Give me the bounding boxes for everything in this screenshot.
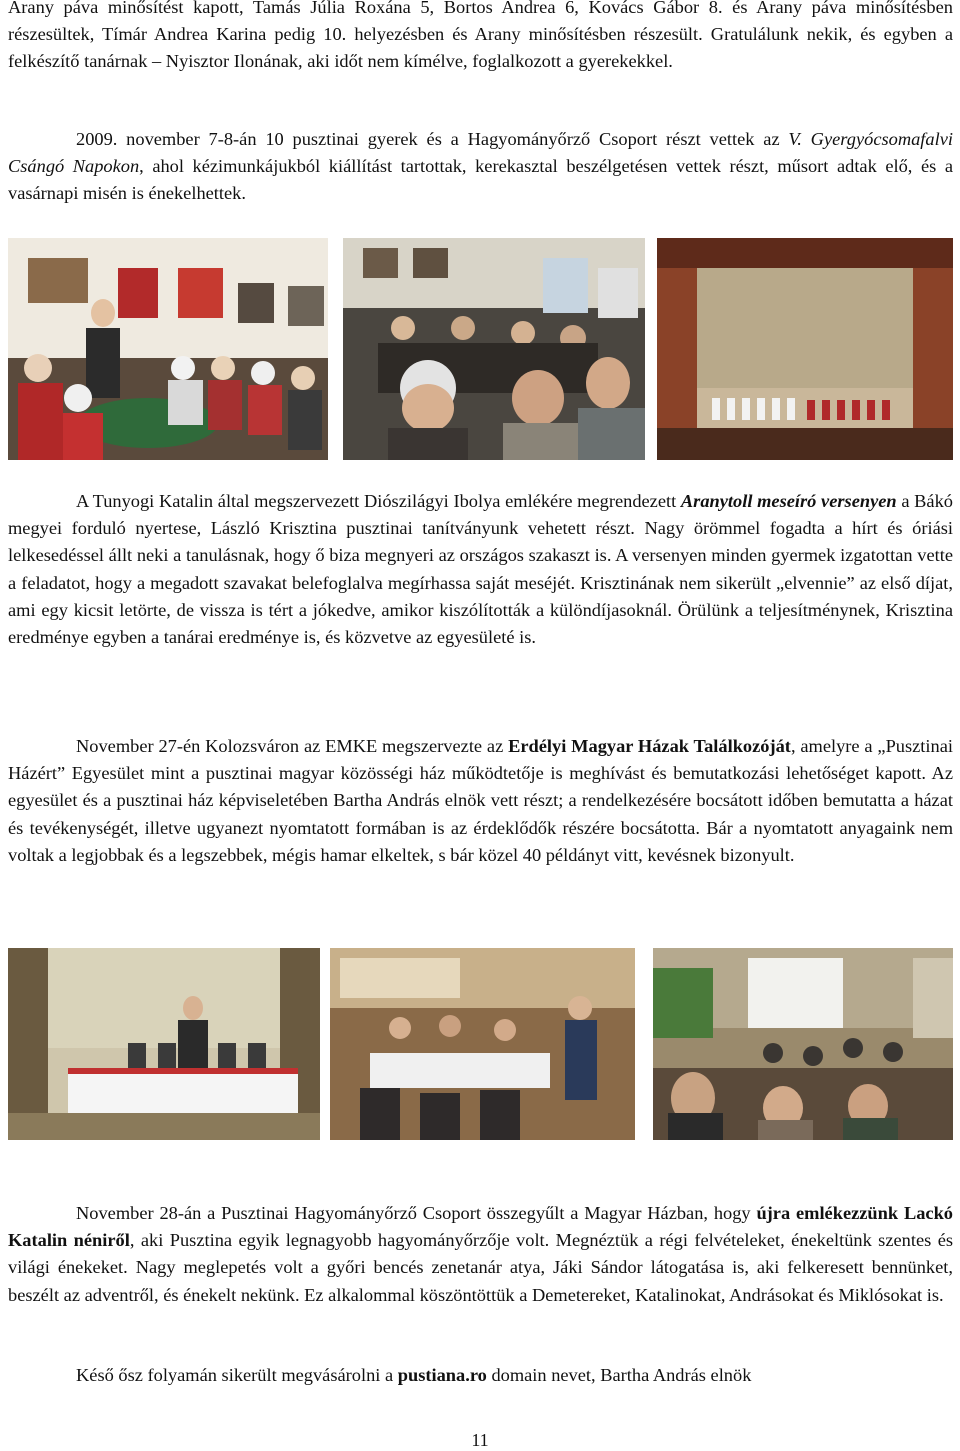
page-number: 11 bbox=[471, 1430, 489, 1450]
paragraph-emke-text-b: , amelyre a „Pusztinai Házért” Egyesület mint a pusztinai magyar közösségi ház működtetője is meghívást és bemutatkozási lehetőséget kapott. Az egyesület és a pusztinai ház képviseletében Bartha András elnök vett részt; a rendelkezésére bocsátott időben bemutatta a házat és tevékenységét, illetve ugyanezt nyomtatott formában is az érdeklődők részére bocsátotta. Bár a nyomtatott anyagaink nem voltak a legjobbak és a legszebbek, mégis hamar elkeltek, s bár közel 40 példányt vitt, kevésnek bizonyult. bbox=[8, 736, 953, 865]
photo-stage-performance bbox=[657, 238, 953, 460]
event-name-aranytoll: Aranytoll meseíró versenyen bbox=[680, 491, 897, 511]
event-name-magyar-hazak: Erdélyi Magyar Házak Találkozóját bbox=[508, 736, 791, 756]
paragraph-lacko-katalin-text-b: , aki Pusztina egyik legnagyobb hagyományőrzője volt. Megnéztük a régi felvételeket, énekeltünk szentes és világi énekeket. Nagy meglepetés volt a győri bencés zenetanár atya, Jáki Sándor látogatása is, aki felkeresett bennünket, beszélt az adventről, és énekelt nekünk. Ez alkalommal köszöntöttük a Demetereket, Katalinokat, Andrásokat és Miklósokat is. bbox=[8, 1230, 954, 1305]
event-name-lacko-katalin: újra emlékezzünk Lackó Katalin néniről bbox=[8, 1203, 953, 1251]
paragraph-awards bbox=[8, 0, 953, 76]
paragraph-domain-text-b: domain nevet, Bartha András elnök bbox=[486, 1365, 752, 1385]
photo-conference-speaker bbox=[8, 948, 320, 1140]
paragraph-lacko-katalin-text-a: November 28-án a Pusztinai Hagyományőrző Csoport összegyűlt a Magyar Házban, hogy bbox=[76, 1203, 757, 1223]
photo-audience-roundtable bbox=[343, 238, 645, 460]
paragraph-domain bbox=[8, 1362, 953, 1389]
paragraph-csango-napok bbox=[8, 126, 953, 208]
paragraph-awards-text: Arany páva minősítést kapott, Tamás Júlia Roxána 5, Bortos Andrea 6, Kovács Gábor 8. és Arany páva minősítésben részesültek, Tímár Andrea Karina pedig 10. helyezésben és Arany minősítésben részesült. Gratulálunk nekik, és egyben a felkészítő tanárnak – Nyisztor Ilonának, aki időt nem kímélve, foglalkozott a gyerekekkel. bbox=[8, 0, 953, 72]
paragraph-emke-text-a: November 27-én Kolozsváron az EMKE megszervezte az bbox=[76, 736, 509, 756]
paragraph-aranytoll-text-b: a Bákó megyei forduló nyertese, László Krisztina pusztinai tanítványunk vehetett részt. Nagy örömmel fogadta a hírt és óriási lelkesedéssel állt neki a tanulásnak, hogy ő biza megnyeri az országos szakaszt is. A versenyen minden gyermek izgatottan vette a feladatot, hogy a megadott szavakat belefoglalva megírhassa saját meséjét. Krisztinának nem sikerült „elvennie” az első díjat, ami egy kicsit letörte, de vissza is tért a jókedve, amikor kiszólították a különdíjasoknál. Örülünk a teljesítménynek, Krisztina eredménye egyben a tanárai eredménye is, és közvetve az egyesületé is. bbox=[8, 491, 953, 648]
paragraph-csango-napok-text-a: 2009. november 7-8-án 10 pusztinai gyerek és a Hagyományőrző Csoport részt vettek az bbox=[76, 129, 789, 149]
paragraph-domain-text-a: Késő ősz folyamán sikerült megvásárolni a bbox=[76, 1365, 398, 1385]
paragraph-emke bbox=[8, 733, 953, 869]
photo-folk-group-indoor bbox=[8, 238, 328, 460]
paragraph-aranytoll bbox=[8, 488, 953, 651]
photo-conference-hall-tables bbox=[330, 948, 635, 1140]
paragraph-csango-napok-text-b: , ahol kézimunkájukból kiállítást tartottak, kerekasztal beszélgetésen vettek részt, műsort adtak elő, és a vasárnapi misén is énekelhettek. bbox=[8, 156, 953, 204]
paragraph-aranytoll-text-a: A Tunyogi Katalin által megszervezett Diószilágyi Ibolya emlékére megrendezett bbox=[76, 491, 681, 511]
domain-name: pustiana.ro bbox=[397, 1365, 487, 1385]
photo-conference-projector bbox=[653, 948, 953, 1140]
paragraph-lacko-katalin bbox=[8, 1200, 953, 1309]
event-name-csango-napok: V. Gyergyócsomafalvi Csángó Napokon bbox=[8, 129, 953, 177]
